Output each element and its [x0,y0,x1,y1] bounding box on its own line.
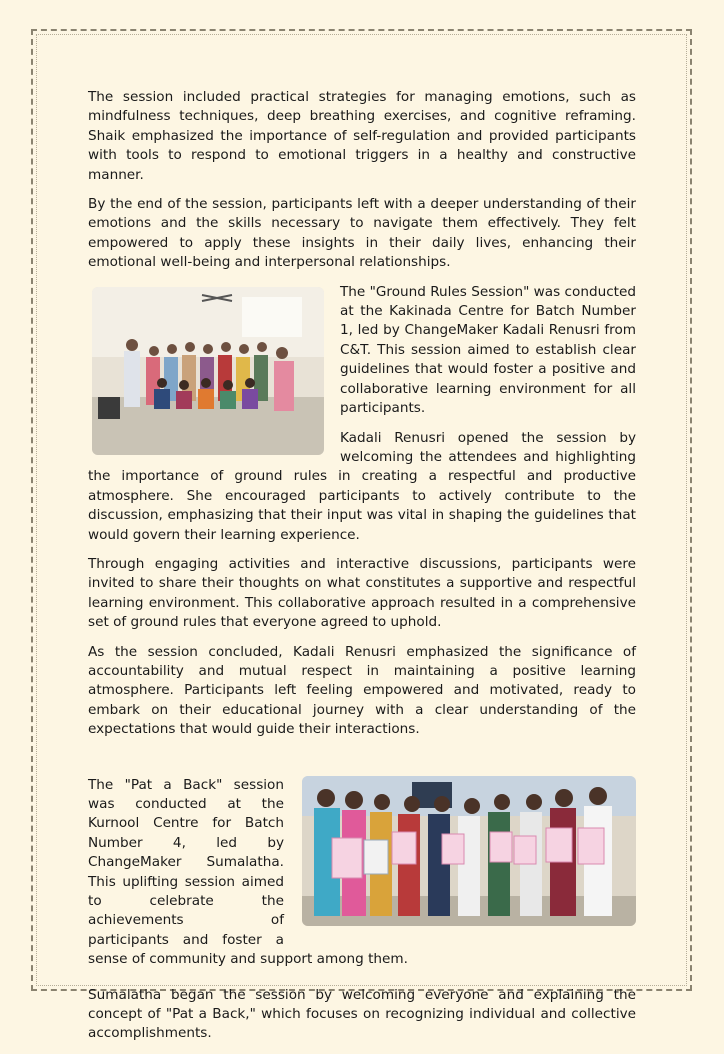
paragraph-emotion-strategies: The session included practical strategies for managing emotions, such as mindfulness techniques, deep breathing exercises, and cognitive reframing. Shaik emphasized the importance of self-regulation and provided participants with tools to respond to emotional triggers in a healthy and constructive manner. [88,89,636,183]
paragraph-ground-rules-intro: The "Ground Rules Session" was conducted at the Kakinada Centre for Batch Number 1, led by ChangeMaker Kadali Renusri from C&T. This session aimed to establish clear guidelines that would foster a positive and collaborative learning environment for all participants. [340,283,636,417]
document-body [88,88,636,1054]
paragraph-pat-a-back-opening: Sumalatha began the session by welcoming everyone and explaining the concept of "Pat a Back," which focuses on recognizing individual and collective accomplishments. [88,986,636,1042]
pat-a-back-group-photo [302,776,636,926]
paragraph-session-outcome: By the end of the session, participants left with a deeper understanding of their emotions and the skills necessary to navigate them effectively. They felt empowered to apply these insights in their daily lives, enhancing their emotional well-being and interpersonal relationships. [88,196,636,271]
paragraph-ground-rules-conclusion: As the session concluded, Kadali Renusri emphasized the significance of accountability and mutual respect in maintaining a positive learning atmosphere. Participants left feeling empowered and motivated, ready to embark on their educational journey with a clear understanding of the expectations that would guide their interactions. [88,643,636,738]
paragraph-ground-rules-opening: Kadali Renusri opened the session by welcoming the attendees and highlighting the importance of ground rules in creating a respectful and productive atmosphere. She encouraged participants to actively contribute to the discussion, emphasizing that their input was vital in shaping the guidelines that would govern their learning experience. [88,429,636,543]
paragraph-pat-a-back-intro: The "Pat a Back" session was conducted at the Kurnool Centre for Batch Number 4, led by ChangeMaker Sumalatha. This uplifting session aimed to celebrate the achievements of participants and foster a sense of community and support among them. [88,776,408,968]
section-spacer [88,750,636,776]
ground-rules-group-photo [92,287,324,455]
paragraph-ground-rules-activities: Through engaging activities and interactive discussions, participants were invited to share their thoughts on what constitutes a supportive and respectful learning environment. This collaborative approach resulted in a comprehensive set of ground rules that everyone agreed to uphold. [88,555,636,631]
